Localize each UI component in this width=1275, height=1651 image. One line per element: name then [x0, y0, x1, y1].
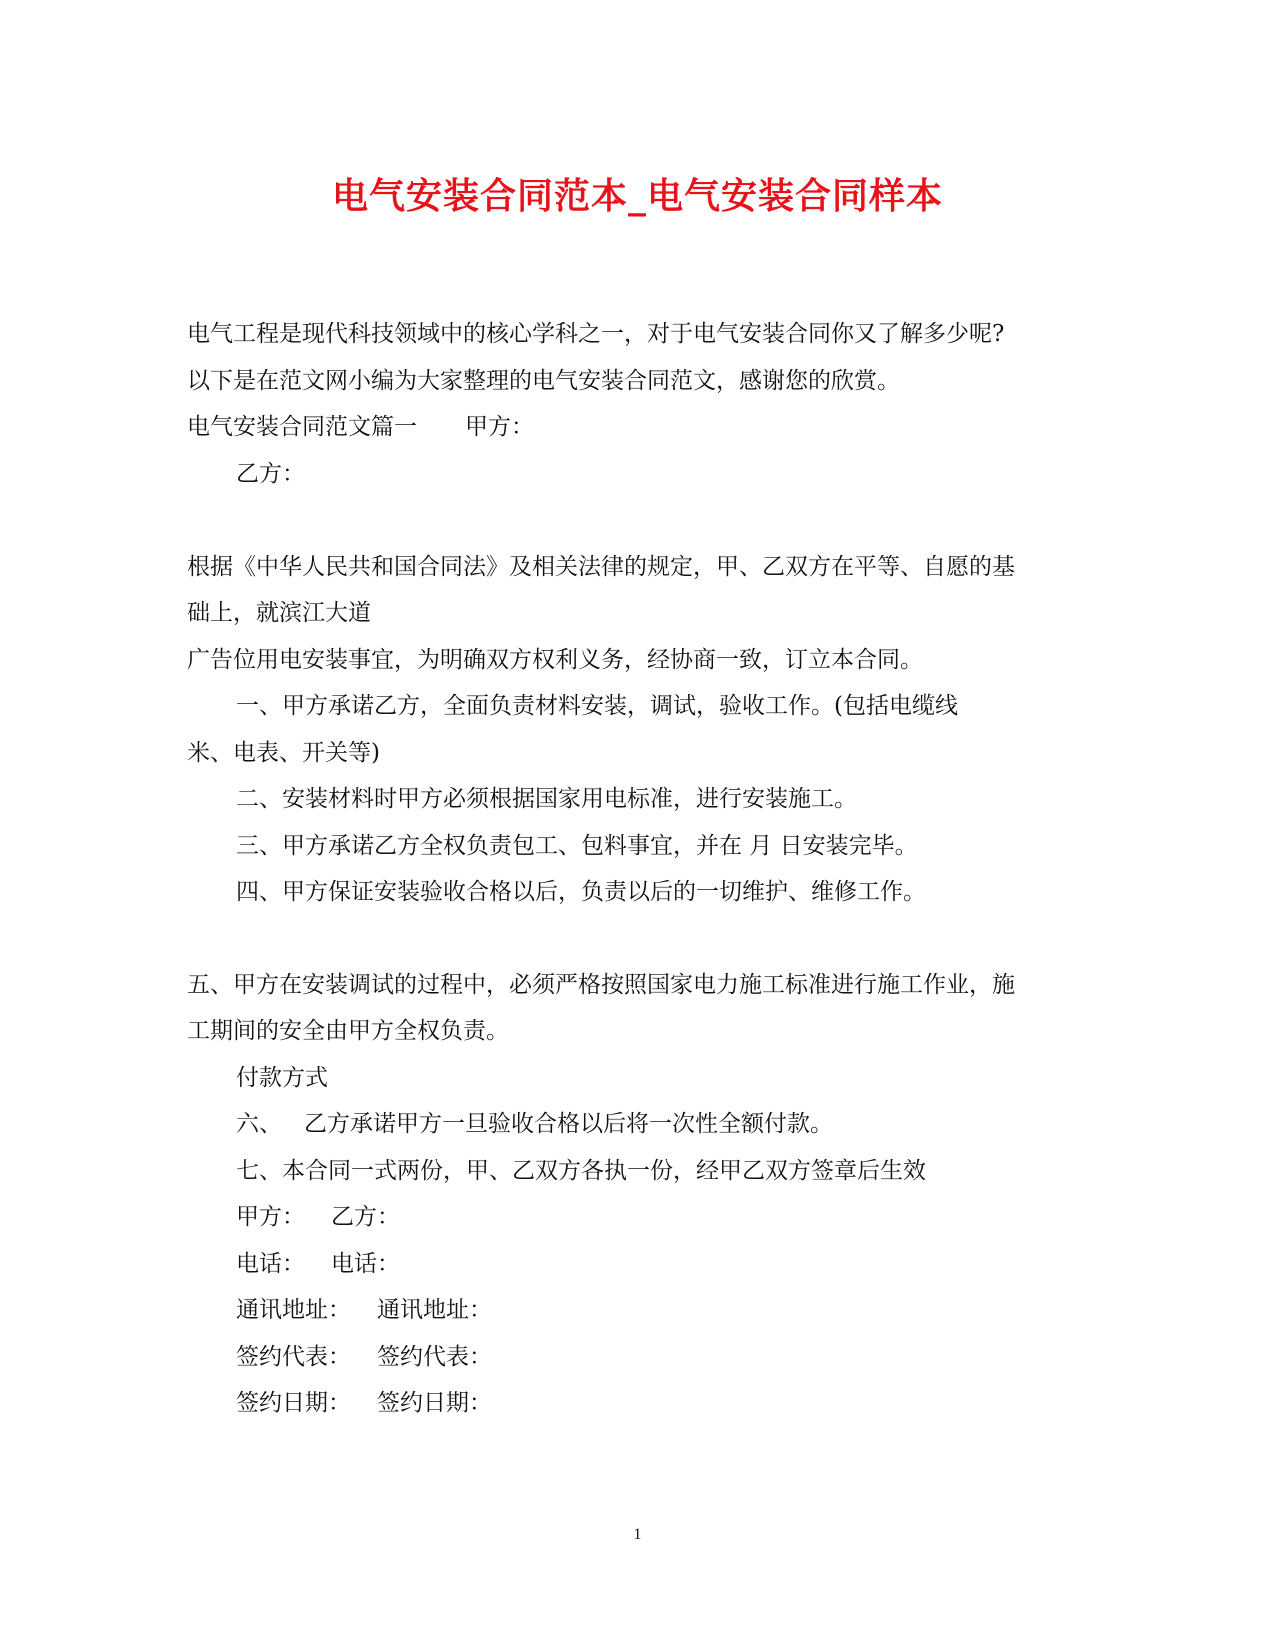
signature-rep-a: 签约代表： — [236, 1344, 351, 1370]
section-heading-row — [187, 412, 534, 442]
signature-phone-row — [236, 1249, 400, 1279]
signature-phone-a: 电话： — [236, 1251, 305, 1277]
clause-2: 二、安装材料时甲方必须根据国家用电标准，进行安装施工。 — [236, 786, 857, 812]
signature-date-row — [236, 1388, 492, 1418]
party-b-label: 乙方： — [236, 461, 305, 487]
clause-7: 七、本合同一式两份，甲、乙双方各执一份，经甲乙双方签章后生效 — [236, 1158, 926, 1184]
intro-line-1: 电气工程是现代科技领域中的核心学科之一，对于电气安装合同你又了解多少呢? — [187, 321, 1005, 347]
signature-representative-row — [236, 1342, 492, 1372]
signature-address-b: 通讯地址： — [377, 1297, 492, 1323]
clause-6-number: 六、 — [236, 1111, 282, 1137]
clause-1-line-2: 米、电表、开关等) — [187, 740, 380, 766]
signature-phone-b: 电话： — [331, 1251, 400, 1277]
preamble-line-1: 根据《中华人民共和国合同法》及相关法律的规定，甲、乙双方在平等、自愿的基 — [187, 554, 1015, 580]
clause-4: 四、甲方保证安装验收合格以后，负责以后的一切维护、维修工作。 — [236, 879, 926, 905]
signature-rep-b: 签约代表： — [377, 1344, 492, 1370]
document-title: 电气安装合同范本_电气安装合同样本 — [331, 176, 943, 217]
preamble-line-3: 广告位用电安装事宜，为明确双方权利义务，经协商一致，订立本合同。 — [187, 647, 923, 673]
intro-line-2: 以下是在范文网小编为大家整理的电气安装合同范文，感谢您的欣赏。 — [187, 368, 900, 394]
clause-6-text: 乙方承诺甲方一旦验收合格以后将一次性全额付款。 — [304, 1111, 833, 1137]
clause-1-line-1: 一、甲方承诺乙方，全面负责材料安装，调试，验收工作。(包括电缆线 — [236, 693, 958, 719]
signature-address-row — [236, 1295, 492, 1325]
signature-party-b: 乙方： — [331, 1204, 400, 1230]
signature-parties-row — [236, 1202, 400, 1232]
page-number: 1 — [633, 1526, 642, 1543]
section-heading: 电气安装合同范文篇一 — [187, 414, 417, 440]
party-a-label: 甲方： — [465, 414, 534, 440]
signature-date-a: 签约日期： — [236, 1390, 351, 1416]
clause-5-line-1: 五、甲方在安装调试的过程中，必须严格按照国家电力施工标准进行施工作业，施 — [187, 972, 1015, 998]
payment-heading: 付款方式 — [236, 1065, 328, 1091]
clause-6-row — [236, 1109, 833, 1139]
preamble-line-2: 础上，就滨江大道 — [187, 600, 371, 626]
signature-address-a: 通讯地址： — [236, 1297, 351, 1323]
clause-5-line-2: 工期间的安全由甲方全权负责。 — [187, 1018, 509, 1044]
signature-date-b: 签约日期： — [377, 1390, 492, 1416]
clause-3: 三、甲方承诺乙方全权负责包工、包料事宜，并在 月 日安装完毕。 — [236, 833, 918, 859]
signature-party-a: 甲方： — [236, 1204, 305, 1230]
